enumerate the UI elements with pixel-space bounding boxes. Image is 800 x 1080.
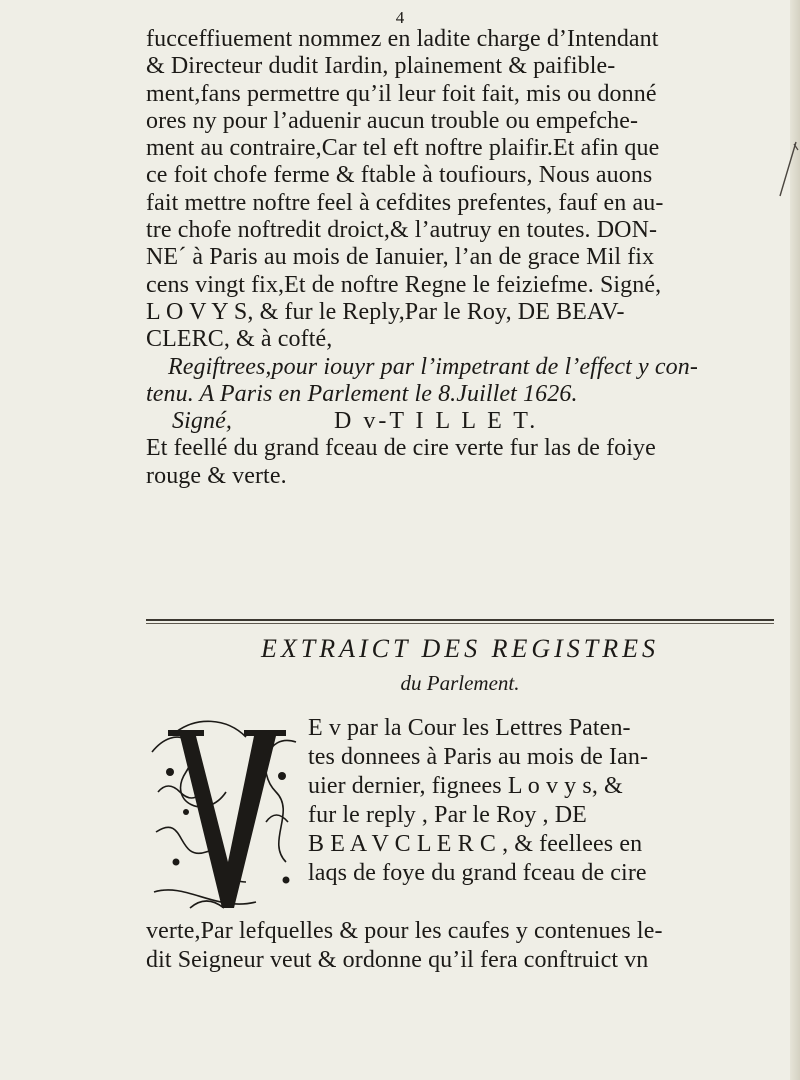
- text-line: fucceffiuement nommez en ladite charge d’Intendant: [146, 26, 659, 52]
- section-subtitle: du Parlement.: [400, 671, 520, 695]
- text-line: fur le reply , Par le Roy , DE: [308, 802, 587, 828]
- text-line: E v par la Cour les Lettres Paten-: [308, 715, 631, 741]
- text-line: ores ny pour l’aduenir aucun trouble ou empefche-: [146, 107, 639, 134]
- signature-name: D v-T I L L E T.: [334, 408, 539, 435]
- continuation-paragraph: [146, 917, 786, 975]
- text-line: cens vingt fix,Et de noftre Regne le feiziefme. Signé,: [146, 271, 662, 298]
- seal-line: Et feellé du grand fceau de cire verte fur las de foiye: [146, 435, 656, 462]
- text-line: dit Seigneur veut & ordonne qu’il fera conftruict vn: [146, 947, 649, 973]
- seal-line: rouge & verte.: [146, 462, 287, 489]
- text-line: CLERC, & à cofté,: [146, 326, 333, 353]
- text-line: ment,fans permettre qu’il leur foit fait, mis ou donné: [146, 80, 657, 107]
- signature-row: [146, 408, 776, 435]
- drop-cap-letter: V: [225, 742, 227, 743]
- text-line: tre chofe noftredit droict,& l’autruy en toutes. DON-: [146, 217, 658, 244]
- registration-line: tenu. A Paris en Parlement le 8.Juillet 1626.: [146, 380, 578, 407]
- text-line: tes donnees à Paris au mois de Ian-: [308, 744, 649, 770]
- text-line: uier dernier, fignees L o v y s, &: [308, 773, 623, 799]
- margin-mark: [776, 140, 800, 200]
- body-text: [146, 26, 776, 490]
- text-line: & Directeur dudit Iardin, plainement & paifible-: [146, 53, 616, 80]
- text-line: B E A V C L E R C , & feellees en: [308, 831, 643, 857]
- drop-cap-paragraph: [308, 714, 778, 888]
- text-line: fait mettre noftre feel à cefdites prefentes, fauf en au-: [146, 189, 664, 216]
- page-number: 4: [395, 8, 405, 27]
- text-line: verte,Par lefquelles & pour les caufes y contenues le-: [146, 918, 663, 944]
- registration-line: Regiftrees,pour iouyr par l’impetrant de l’effect y con-: [168, 353, 698, 380]
- text-line: ce foit chofe ferme & ftable à toufiours, Nous auons: [146, 162, 653, 189]
- section-rule-thin: [146, 623, 774, 624]
- section-rule: [146, 619, 774, 621]
- signature-label: Signé,: [172, 408, 232, 435]
- ornamental-drop-cap: [146, 712, 306, 918]
- section-title: EXTRAICT DES REGISTRES: [260, 634, 660, 663]
- text-line: laqs de foye du grand fceau de cire: [308, 860, 647, 886]
- text-line: L O V Y S, & fur le Reply,Par le Roy, DE BEAV-: [146, 298, 625, 325]
- text-line: NE´ à Paris au mois de Ianuier, l’an de grace Mil fix: [146, 244, 655, 271]
- text-line: ment au contraire,Car tel eft noftre plaifir.Et afin que: [146, 135, 660, 162]
